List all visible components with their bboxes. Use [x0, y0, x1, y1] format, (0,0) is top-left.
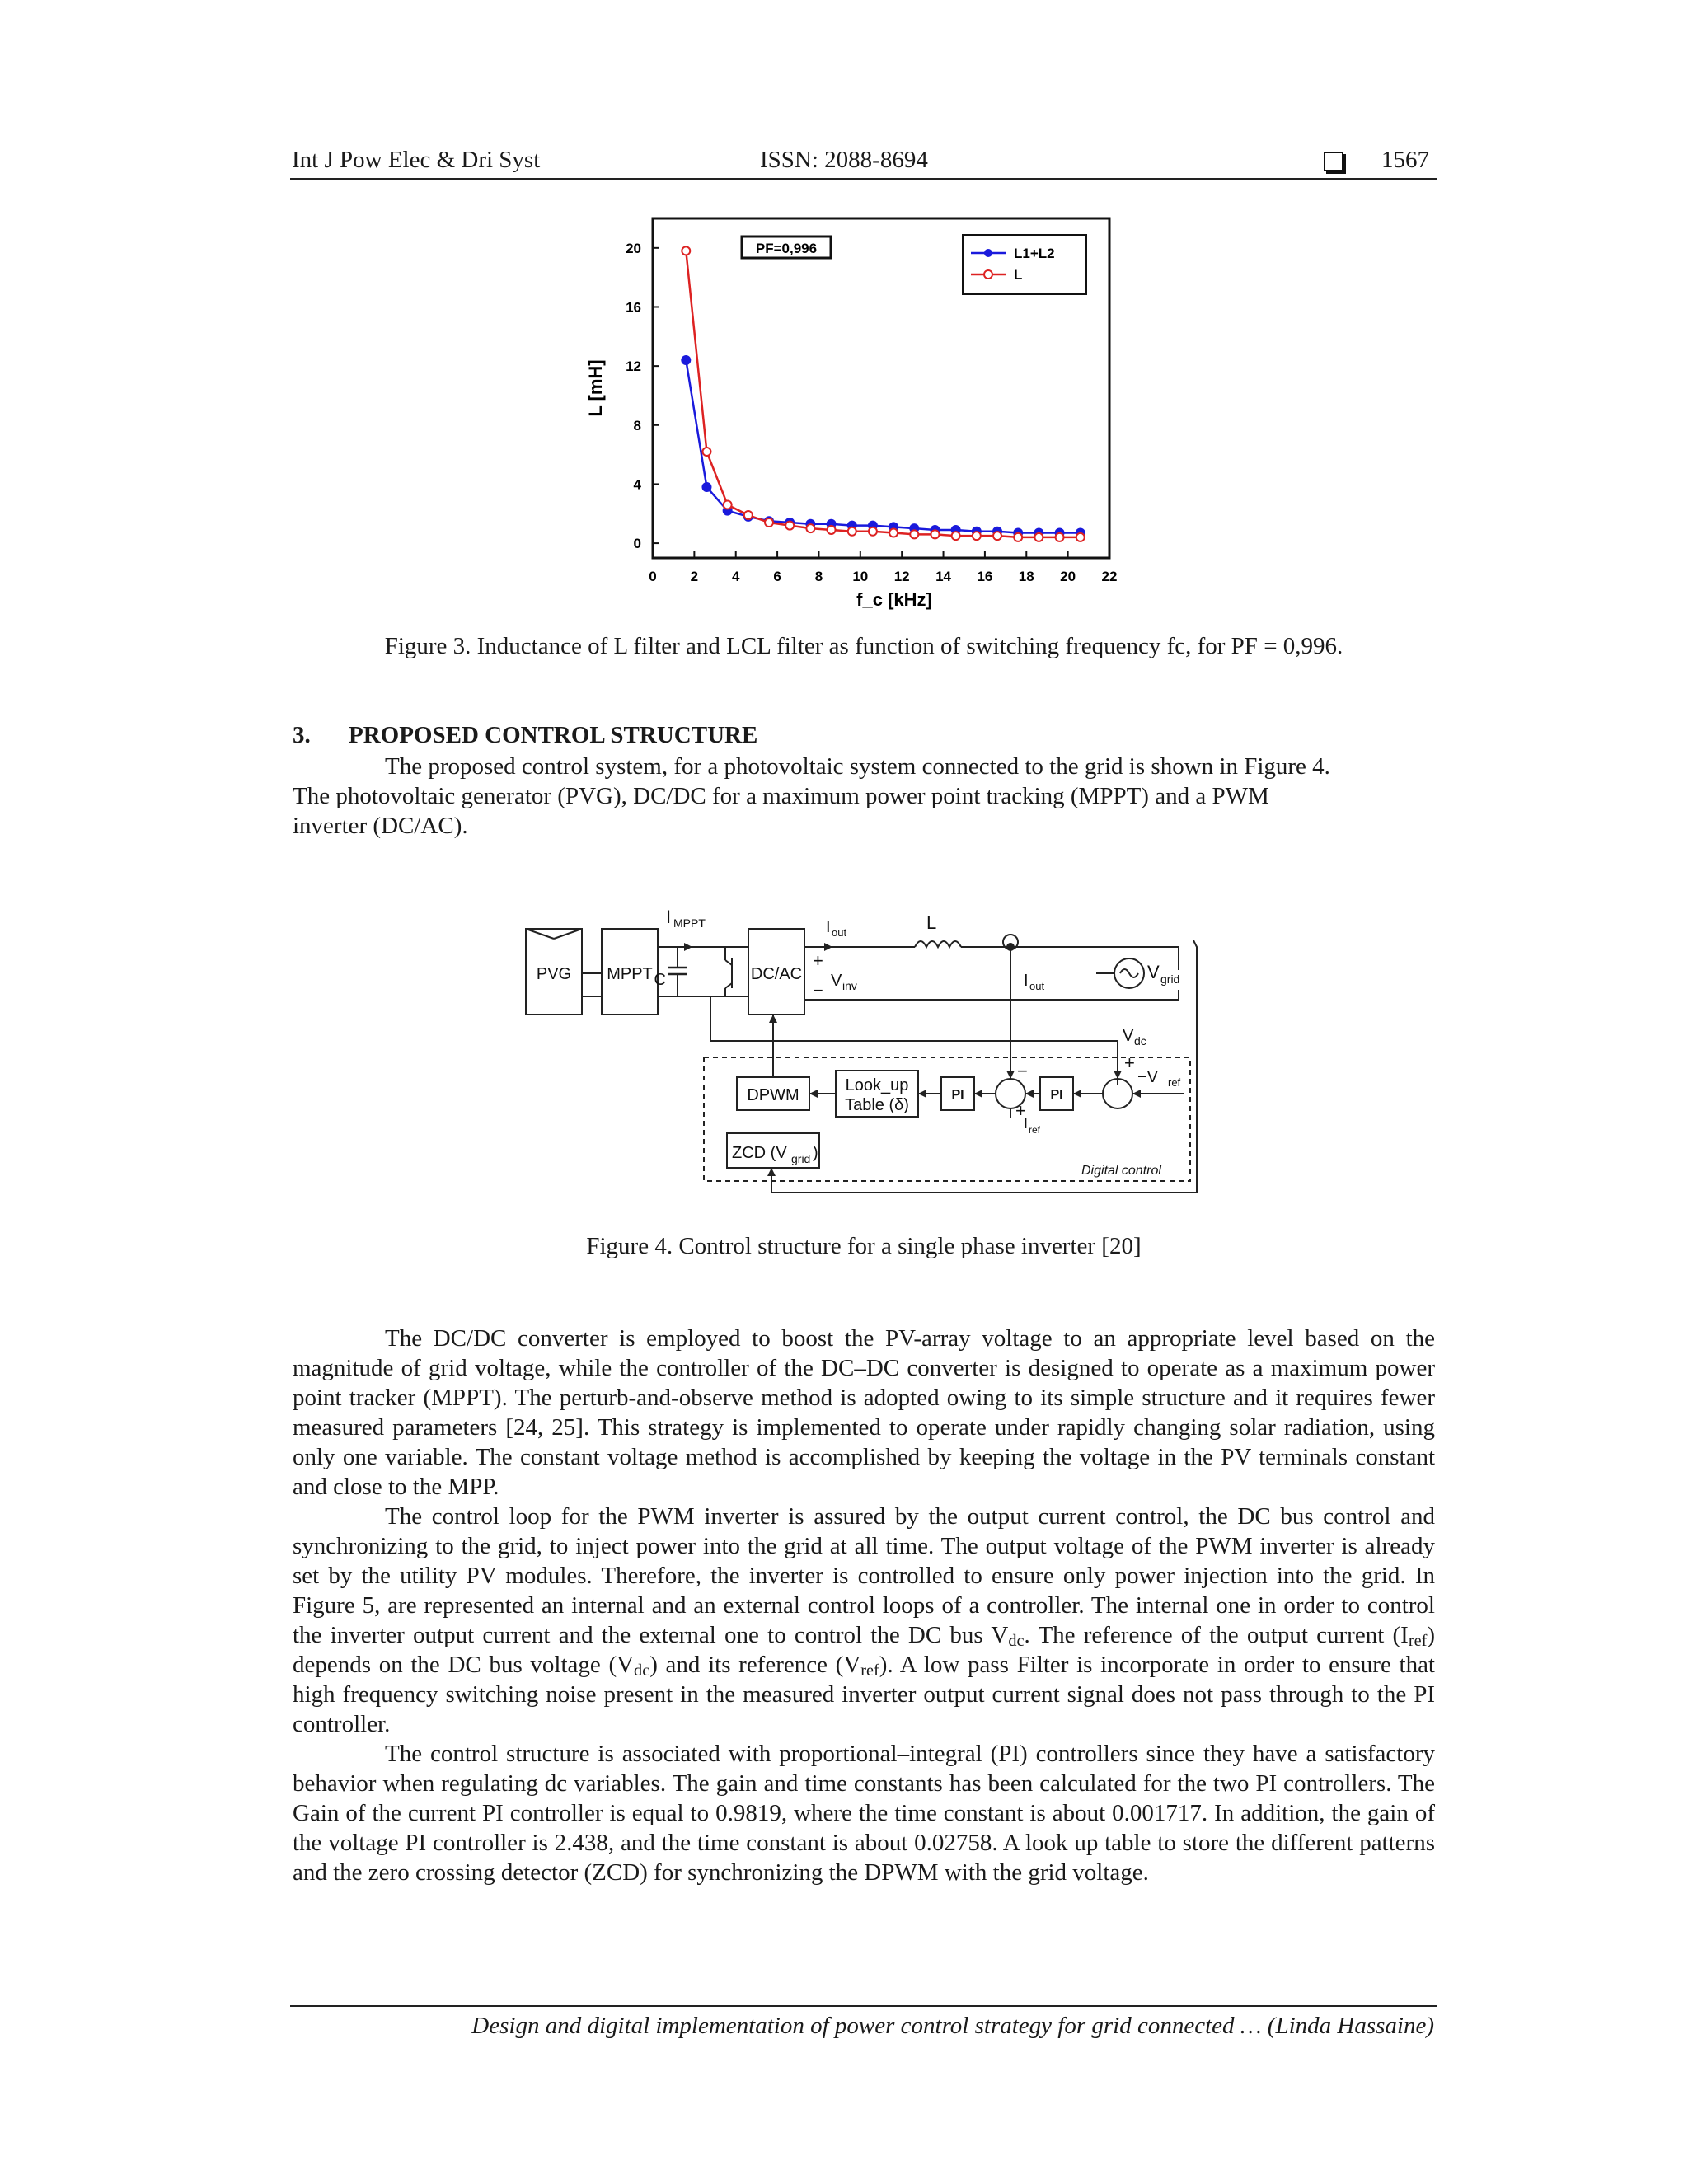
data-point-l1l2	[702, 483, 710, 491]
page-number: 1567	[1381, 147, 1429, 173]
data-point-l1l2	[682, 356, 690, 364]
journal-name: Int J Pow Elec & Dri Syst	[292, 147, 541, 173]
pi-voltage-label: PI	[1050, 1088, 1063, 1102]
x-tick-label: 12	[893, 569, 910, 584]
x-tick-label: 20	[1060, 569, 1076, 584]
x-tick-label: 22	[1101, 569, 1118, 584]
dcac-label: DC/AC	[750, 965, 803, 983]
v-dc-sub: dc	[1134, 1034, 1146, 1047]
y-tick-label: 20	[626, 240, 641, 256]
data-point-l	[724, 501, 732, 509]
minus-i: −	[1017, 1061, 1028, 1081]
y-tick-label: 0	[633, 536, 641, 552]
footer-citation: Design and digital implementation of power control strategy for grid connected … (Linda Hassaine)	[471, 2013, 1434, 2039]
x-tick-label: 10	[852, 569, 869, 584]
lookup-label-2: Table (δ)	[845, 1096, 909, 1114]
data-point-l	[785, 522, 794, 530]
i-ref-label: I	[1024, 1115, 1029, 1132]
zcd-sub: grid	[791, 1152, 811, 1165]
i-ref-sub: ref	[1029, 1124, 1041, 1136]
figure3-caption: Figure 3. Inductance of L filter and LCL filter as function of switching frequency fc, for PF = 0,996.	[384, 633, 1343, 659]
v-dc-label: V	[1123, 1027, 1134, 1045]
data-point-l	[910, 530, 918, 538]
inductor-label: L	[926, 912, 937, 933]
data-point-l	[828, 526, 836, 534]
pvg-label: PVG	[536, 965, 572, 983]
plus-dc: +	[1124, 1052, 1135, 1073]
body-text	[293, 1324, 1435, 1887]
x-tick-label: 0	[649, 569, 657, 584]
v-inv-label: V	[831, 972, 842, 990]
i-mppt-label: I	[666, 907, 672, 927]
figure4-diagram	[519, 902, 1203, 1212]
legend-marker-l1l2	[984, 249, 992, 257]
lookup-label-1: Look_up	[845, 1076, 909, 1094]
data-point-l	[973, 532, 981, 540]
data-point-l	[848, 527, 856, 536]
sub-dc-1: dc	[1008, 1632, 1025, 1650]
series-line-l1l2	[686, 360, 1080, 533]
zcd-end: )	[813, 1144, 818, 1162]
data-point-l	[765, 518, 773, 527]
section-title: PROPOSED CONTROL STRUCTURE	[349, 722, 758, 748]
p2-t3: ) and its reference (V	[649, 1652, 861, 1678]
data-point-l	[931, 530, 939, 538]
x-tick-label: 8	[814, 569, 823, 584]
digital-control-label: Digital control	[1081, 1164, 1161, 1178]
data-point-l	[993, 532, 1001, 540]
section-heading	[293, 722, 757, 749]
checkbox-bullet-icon	[1324, 152, 1343, 171]
x-tick-label: 4	[731, 569, 740, 584]
p2-t2: ) depends on the DC bus voltage (V	[293, 1622, 1435, 1678]
data-point-l	[869, 527, 877, 536]
data-point-l	[889, 529, 898, 537]
data-point-l	[1056, 533, 1064, 541]
x-tick-label: 14	[935, 569, 952, 584]
minus-vref-label: −V	[1137, 1068, 1159, 1086]
paragraph-3: The control structure is associated with proportional–integral (PI) controllers since they have a satisfactory behavior when regulating dc variables. The gain and time constants has been calculated for the two PI controllers. The Gain of the current PI controller is equal to 0.9819, where the time constant is about 0.001717. In addition, the gain of the voltage PI controller is 2.438, and the time constant is about 0.02758. A look up table to store the different patterns and the zero crossing detector (ZCD) for synchronizing the DPWM with the grid voltage.	[293, 1741, 1435, 1886]
plus-i: +	[1015, 1100, 1026, 1121]
data-point-l	[1034, 533, 1043, 541]
legend	[963, 235, 1086, 294]
y-tick-label: 12	[626, 359, 641, 375]
sub-dc-2: dc	[634, 1661, 650, 1680]
minus-inv: −	[813, 980, 823, 1001]
x-tick-label: 2	[690, 569, 699, 584]
pi-current-label: PI	[951, 1088, 964, 1102]
i-out-top-label: I	[826, 918, 831, 936]
y-tick-label: 8	[633, 417, 641, 434]
p2-t4: ). A low pass Filter is incorporate in order to ensure that high frequency switching noise present in the measured inverter output current signal does not pass through to the PI controller.	[293, 1652, 1435, 1737]
capacitor-label: C	[654, 971, 666, 989]
data-point-l	[952, 532, 960, 540]
sub-ref-1: ref	[1408, 1632, 1428, 1650]
y-tick-label: 16	[626, 299, 641, 316]
section-number: 3.	[293, 722, 311, 748]
sub-ref-2: ref	[860, 1661, 879, 1680]
x-tick-label: 16	[977, 569, 993, 584]
paragraph-2-main: The control loop for the PWM inverter is assured by the output current control, the DC bus control and synchronizing to the grid, to inject power into the grid at all time. The output voltage of the PWM inverter is already set by the utility PV modules. Therefore, the inverter is controlled to ensure only power injection into the grid. In Figure 5, are represented an internal and an external control loops of a controller. The internal one in order to control the inverter output current and the external one to control the DC bus V	[293, 1503, 1435, 1648]
section-intro	[293, 752, 1435, 841]
data-point-l	[1076, 533, 1085, 541]
zcd-label: ZCD (V	[732, 1144, 787, 1162]
header-rule	[290, 178, 1437, 180]
issn: ISSN: 2088-8694	[760, 147, 928, 173]
data-point-l	[744, 511, 753, 519]
p2-t1: . The reference of the output current (I	[1024, 1622, 1409, 1648]
legend-label-l1l2: L1+L2	[1014, 246, 1055, 261]
annotation-label: PF=0,996	[755, 241, 818, 256]
x-tick-label: 18	[1018, 569, 1034, 584]
annotation-box	[742, 237, 831, 258]
v-inv-sub: inv	[842, 979, 857, 992]
y-axis-label: L [mH]	[585, 359, 606, 417]
v-grid-label: V	[1147, 962, 1160, 982]
i-out-top-sub: out	[832, 926, 847, 939]
intro-line-3: inverter (DC/AC).	[293, 813, 468, 839]
mppt-label: MPPT	[607, 965, 653, 983]
x-tick-label: 6	[773, 569, 781, 584]
figure3-chart	[569, 210, 1162, 622]
data-point-l	[1014, 533, 1022, 541]
legend-label-l: L	[1014, 267, 1023, 283]
intro-line-1: The proposed control system, for a photovoltaic system connected to the grid is shown in Figure 4.	[385, 753, 1330, 780]
y-tick-label: 4	[633, 476, 641, 493]
figure4-caption: Figure 4. Control structure for a single phase inverter [20]	[586, 1233, 1142, 1259]
i-out-mid-label: I	[1024, 972, 1029, 990]
data-point-l	[702, 448, 710, 456]
v-ref-sub: ref	[1168, 1076, 1181, 1089]
i-mppt-sub: MPPT	[673, 916, 706, 930]
paragraph-2	[293, 1502, 1435, 1739]
inductor-l	[915, 941, 961, 947]
i-out-mid-sub: out	[1029, 980, 1045, 992]
v-grid-sub: grid	[1160, 972, 1180, 986]
legend-marker-l	[984, 270, 992, 279]
plus-inv: +	[813, 950, 823, 971]
dpwm-label: DPWM	[747, 1086, 799, 1104]
data-point-l	[806, 524, 814, 532]
x-axis-label: f_c [kHz]	[856, 589, 932, 610]
data-point-l	[682, 246, 690, 255]
intro-line-2: The photovoltaic generator (PVG), DC/DC for a maximum power point tracking (MPPT) and a PWM	[293, 783, 1269, 809]
paragraph-1: The DC/DC converter is employed to boost the PV-array voltage to an appropriate level based on the magnitude of grid voltage, while the controller of the DC–DC converter is designed to operate as a maximum power point tracker (MPPT). The perturb-and-observe method is adopted owing to its simple structure and it requires fewer measured parameters [24, 25]. This strategy is implemented to operate under rapidly changing solar radiation, using only one variable. The constant voltage method is accomplished by keeping the voltage in the PV terminals constant and close to the MPP.	[293, 1325, 1435, 1500]
footer-rule	[290, 2005, 1437, 2007]
